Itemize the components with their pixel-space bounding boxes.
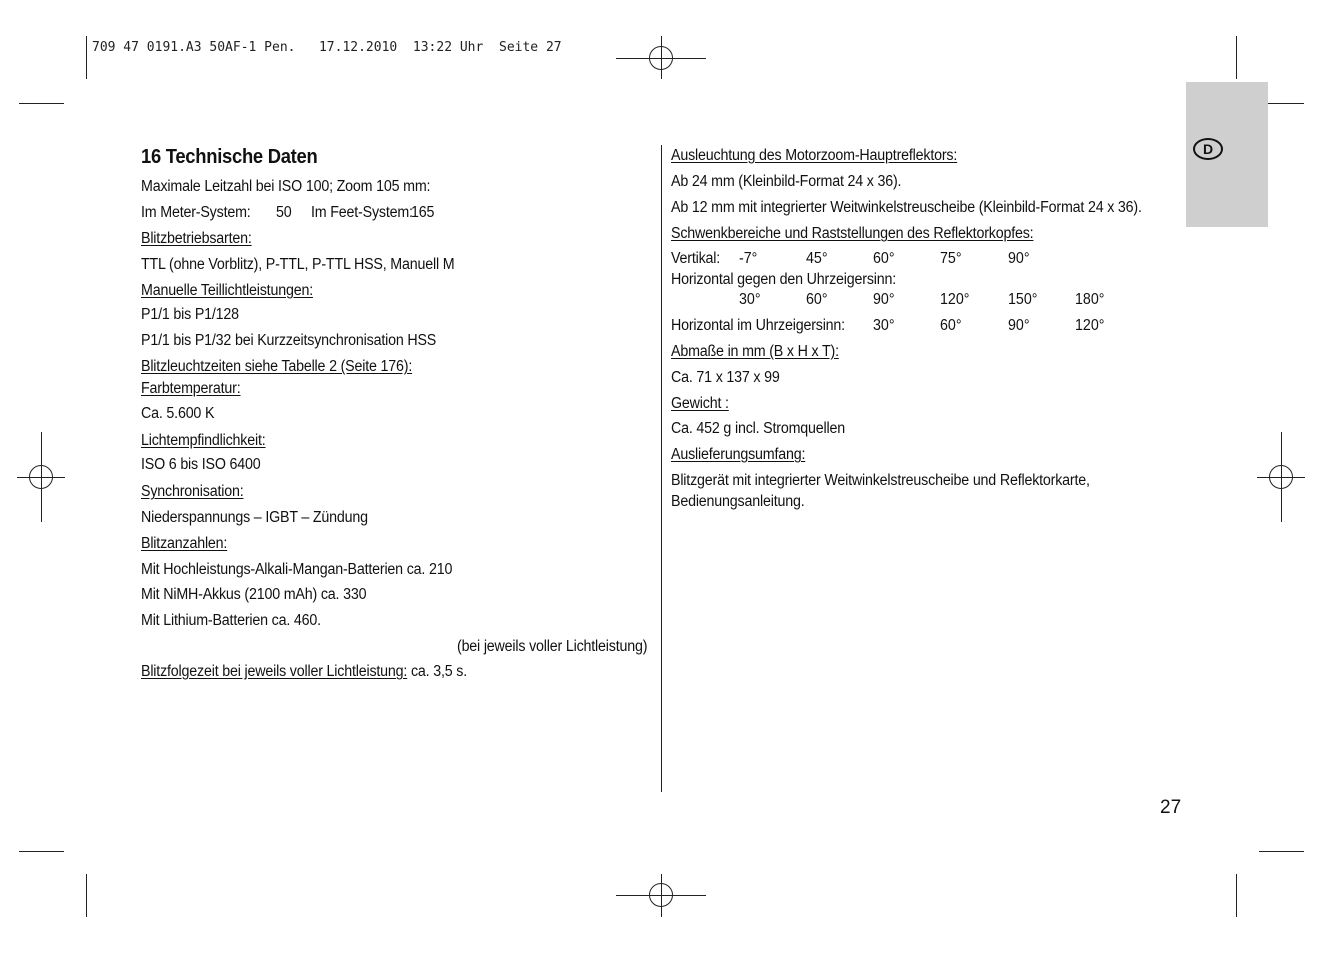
folgezeit-label: Blitzfolgezeit bei jeweils voller Lichtleistung: bbox=[141, 663, 408, 680]
folgezeit-value: ca. 3,5 s. bbox=[407, 663, 468, 680]
horiz-im-angle: 90° bbox=[1008, 317, 1030, 334]
blitzanzahl-2: Mit NiMH-Akkus (2100 mAh) ca. 330 bbox=[141, 586, 367, 603]
meter-value: 50 bbox=[276, 204, 292, 221]
horiz-gegen-label: Horizontal gegen den Uhrzeigersinn: bbox=[671, 271, 897, 288]
horiz-gegen-angle: 180° bbox=[1075, 291, 1105, 308]
lichtempf-label: Lichtempfindlichkeit: bbox=[141, 432, 266, 449]
betriebsarten-value: TTL (ohne Vorblitz), P-TTL, P-TTL HSS, Manuell M bbox=[141, 256, 455, 273]
ausleuchtung-value-2: Ab 12 mm mit integrierter Weitwinkelstreuscheibe (Kleinbild-Format 24 x 36). bbox=[671, 199, 1142, 216]
horiz-gegen-angle: 90° bbox=[873, 291, 895, 308]
feet-value: 165 bbox=[411, 204, 435, 221]
teillicht-value-1: P1/1 bis P1/128 bbox=[141, 306, 239, 323]
meter-label: Im Meter-System: bbox=[141, 204, 251, 221]
vertikal-angle: -7° bbox=[739, 250, 758, 267]
horiz-im-label: Horizontal im Uhrzeigersinn: bbox=[671, 317, 845, 334]
blitzanzahl-1: Mit Hochleistungs-Alkali-Mangan-Batterien ca. 210 bbox=[141, 561, 453, 578]
horiz-gegen-angle: 120° bbox=[940, 291, 970, 308]
gewicht-value: Ca. 452 g incl. Stromquellen bbox=[671, 420, 845, 437]
lichtempf-value: ISO 6 bis ISO 6400 bbox=[141, 456, 261, 473]
gewicht-label: Gewicht : bbox=[671, 395, 729, 412]
blitzanzahlen-label: Blitzanzahlen: bbox=[141, 535, 228, 552]
horiz-gegen-angle: 60° bbox=[806, 291, 828, 308]
blitzanzahl-note: (bei jeweils voller Lichtleistung) bbox=[457, 638, 648, 655]
teillicht-label: Manuelle Teillichtleistungen: bbox=[141, 282, 313, 299]
horiz-im-angle: 120° bbox=[1075, 317, 1105, 334]
teillicht-value-2: P1/1 bis P1/32 bei Kurzzeitsynchronisation HSS bbox=[141, 332, 437, 349]
farbtemp-label: Farbtemperatur: bbox=[141, 380, 241, 397]
leitzahl-text: Maximale Leitzahl bei ISO 100; Zoom 105 mm: bbox=[141, 178, 431, 195]
feet-label: Im Feet-System: bbox=[311, 204, 413, 221]
blitzanzahl-3: Mit Lithium-Batterien ca. 460. bbox=[141, 612, 321, 629]
schwenk-label: Schwenkbereiche und Raststellungen des Reflektorkopfes: bbox=[671, 225, 1034, 242]
lieferumfang-label: Auslieferungsumfang: bbox=[671, 446, 806, 463]
horiz-gegen-angle: 30° bbox=[739, 291, 761, 308]
ausleuchtung-value-1: Ab 24 mm (Kleinbild-Format 24 x 36). bbox=[671, 173, 902, 190]
vertikal-label: Vertikal: bbox=[671, 250, 721, 267]
sync-value: Niederspannungs – IGBT – Zündung bbox=[141, 509, 368, 526]
leuchtzeiten-label: Blitzleuchtzeiten siehe Tabelle 2 (Seite 176): bbox=[141, 358, 413, 375]
vertikal-angle: 60° bbox=[873, 250, 895, 267]
print-header: 709 47 0191.A3 50AF-1 Pen. 17.12.2010 13:22 Uhr Seite 27 bbox=[92, 40, 562, 55]
page-number: 27 bbox=[1160, 797, 1182, 818]
folgezeit-row bbox=[141, 662, 467, 682]
lieferumfang-value-2: Bedienungsanleitung. bbox=[671, 493, 805, 510]
horiz-im-angle: 60° bbox=[940, 317, 962, 334]
vertikal-angle: 90° bbox=[1008, 250, 1030, 267]
abmasse-value: Ca. 71 x 137 x 99 bbox=[671, 369, 780, 386]
section-heading: 16 Technische Daten bbox=[141, 146, 318, 168]
lieferumfang-value-1: Blitzgerät mit integrierter Weitwinkelstreuscheibe und Reflektorkarte, bbox=[671, 472, 1090, 489]
horiz-im-angle: 30° bbox=[873, 317, 895, 334]
vertikal-angle: 75° bbox=[940, 250, 962, 267]
vertikal-angle: 45° bbox=[806, 250, 828, 267]
farbtemp-value: Ca. 5.600 K bbox=[141, 405, 215, 422]
ausleuchtung-label: Ausleuchtung des Motorzoom-Hauptreflektors: bbox=[671, 147, 958, 164]
column-divider bbox=[661, 145, 662, 792]
language-badge: D bbox=[1193, 138, 1223, 160]
betriebsarten-label: Blitzbetriebsarten: bbox=[141, 230, 252, 247]
horiz-gegen-angle: 150° bbox=[1008, 291, 1038, 308]
abmasse-label: Abmaße in mm (B x H x T): bbox=[671, 343, 839, 360]
sync-label: Synchronisation: bbox=[141, 483, 244, 500]
